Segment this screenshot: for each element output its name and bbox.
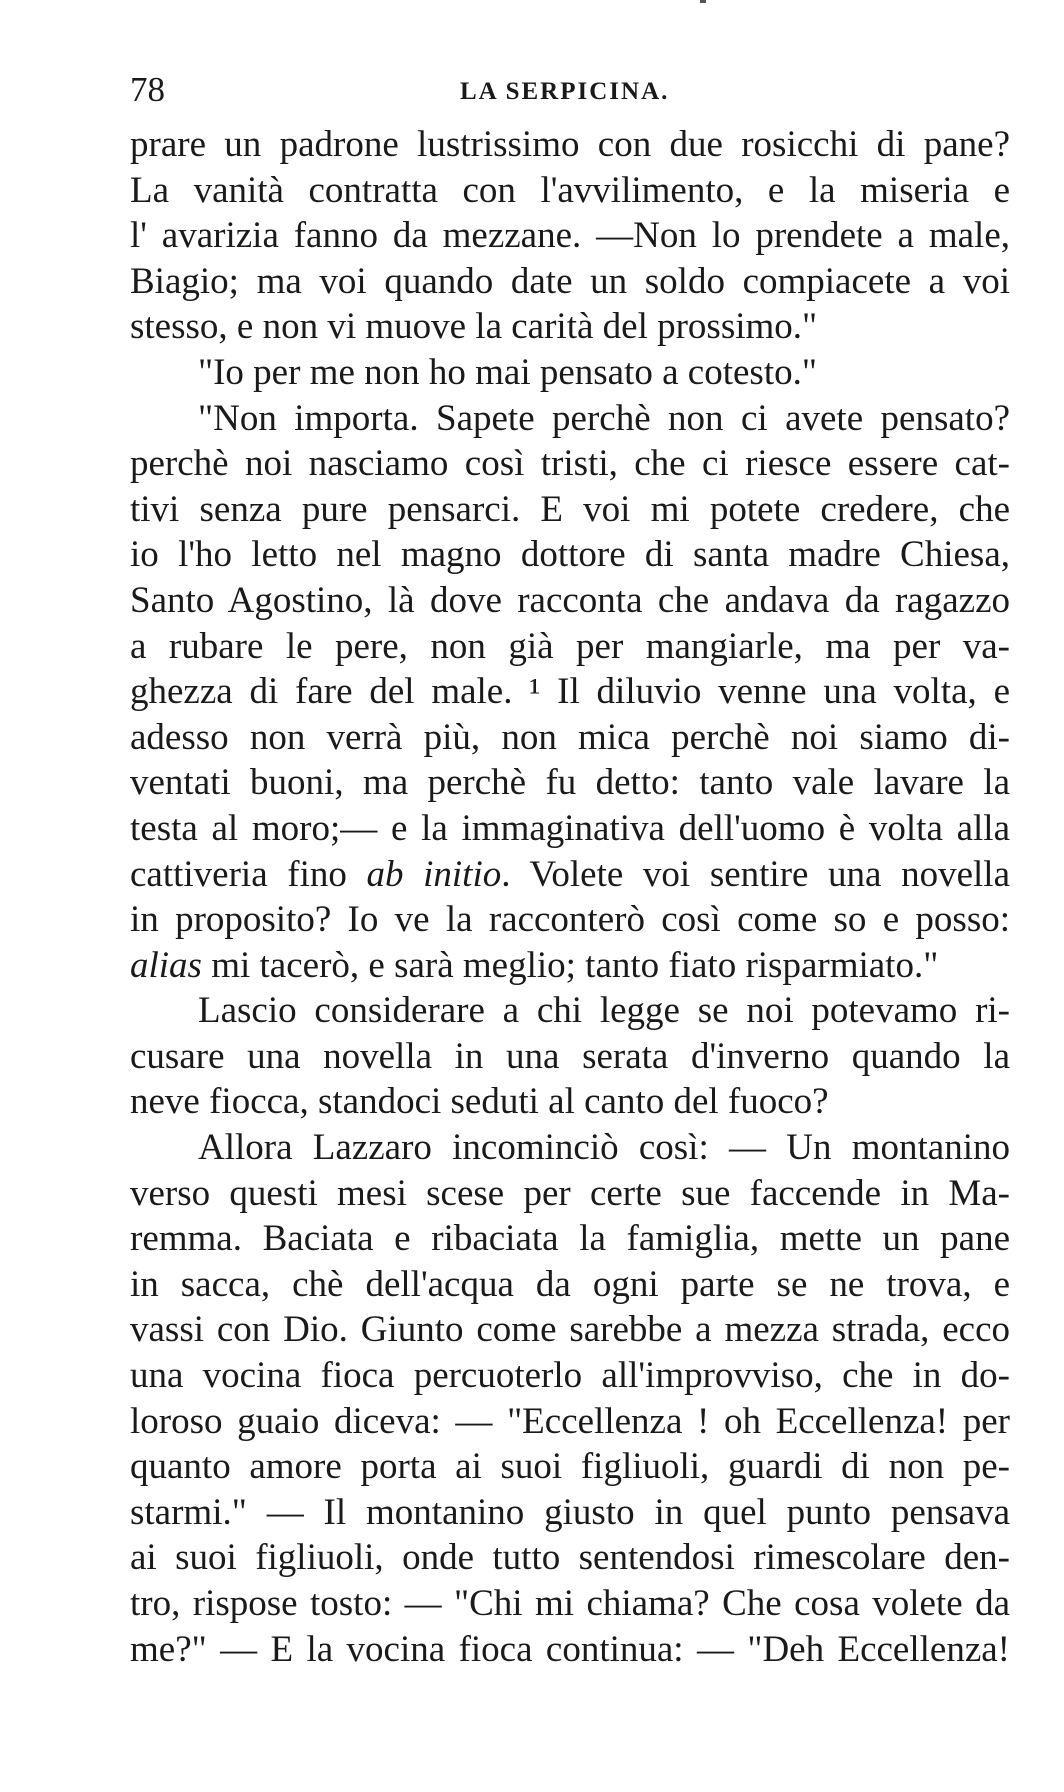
text-line: Allora Lazzaro incominciò così: — Un montanino [198,1127,1010,1169]
text-line: una vocina fioca percuoterlo all'improvviso, che in do- [130,1355,1010,1397]
text-segment: . Volete voi sentire una novella [501,853,1011,895]
page-number: 78 [130,70,165,109]
text-line: in proposito? Io ve la racconterò così come so e posso: [130,899,1010,941]
text-line: me?" — E la vocina fioca continua: — "Deh Eccellenza! [130,1628,1010,1670]
text-line: "Io per me non ho mai pensato a cotesto." [198,351,817,393]
text-line: testa al moro;— e la immaginativa dell'uomo è volta alla [130,807,1010,849]
running-title: LA SERPICINA. [460,78,670,105]
text-line: ghezza di fare del male. ¹ Il diluvio venne una volta, e [130,671,1010,713]
text-line: quanto amore porta ai suoi figliuoli, guardi di non pe- [130,1446,1010,1488]
text-line: "Non importa. Sapete perchè non ci avete pensato? [198,397,1010,439]
text-line: loroso guaio diceva: — "Eccellenza ! oh Eccellenza! per [130,1400,1010,1442]
text-segment: cattiveria fino [130,853,367,895]
text-segment: mi tacerò, e sarà meglio; tanto fiato risparmiato." [201,944,939,986]
text-line: ai suoi figliuoli, onde tutto sentendosi rimescolare den- [130,1537,1010,1579]
text-line: tivi senza pure pensarci. E voi mi potete credere, che [130,488,1010,530]
text-line: Santo Agostino, là dove racconta che andava da ragazzo [130,579,1010,621]
text-line: a rubare le pere, non già per mangiarle, ma per va- [130,625,1010,667]
text-line: verso questi mesi scese per certe sue faccende in Ma- [130,1172,1010,1214]
text-line: l' avarizia fanno da mezzane. —Non lo prendete a male, [130,215,1010,257]
italic-text: ab initio [366,853,502,895]
text-line: perchè noi nasciamo così tristi, che ci riesce essere cat- [130,443,1010,485]
italic-text: alias [130,944,202,986]
text-line: vassi con Dio. Giunto come sarebbe a mezza strada, ecco [130,1309,1010,1351]
text-line: starmi." — Il montanino giusto in quel punto pensava [130,1491,1010,1533]
page-header [130,70,1010,110]
text-line: cusare una novella in una serata d'inverno quando la [130,1035,1010,1077]
text-line: remma. Baciata e ribaciata la famiglia, mette un pane [130,1218,1010,1260]
text-line: La vanità contratta con l'avvilimento, e la miseria e [130,169,1010,211]
body-text [130,122,1010,1672]
text-line [130,852,1010,898]
scan-mark [700,0,706,3]
text-line: adesso non verrà più, non mica perchè noi siamo di- [130,716,1010,758]
text-line: in sacca, chè dell'acqua da ogni parte se ne trova, e [130,1263,1010,1305]
text-line: neve fiocca, standoci seduti al canto del fuoco? [130,1081,829,1123]
text-line: Biagio; ma voi quando date un soldo compiacete a voi [130,260,1010,302]
text-line [130,943,1010,989]
text-line: Lascio considerare a chi legge se noi potevamo ri- [198,990,1010,1032]
text-line: prare un padrone lustrissimo con due rosicchi di pane? [130,124,1010,165]
text-line: io l'ho letto nel magno dottore di santa madre Chiesa, [130,534,1010,576]
text-line: tro, rispose tosto: — "Chi mi chiama? Che cosa volete da [130,1583,1010,1624]
text-line: stesso, e non vi muove la carità del prossimo." [130,306,818,348]
text-line: ventati buoni, ma perchè fu detto: tanto vale lavare la [130,762,1010,804]
